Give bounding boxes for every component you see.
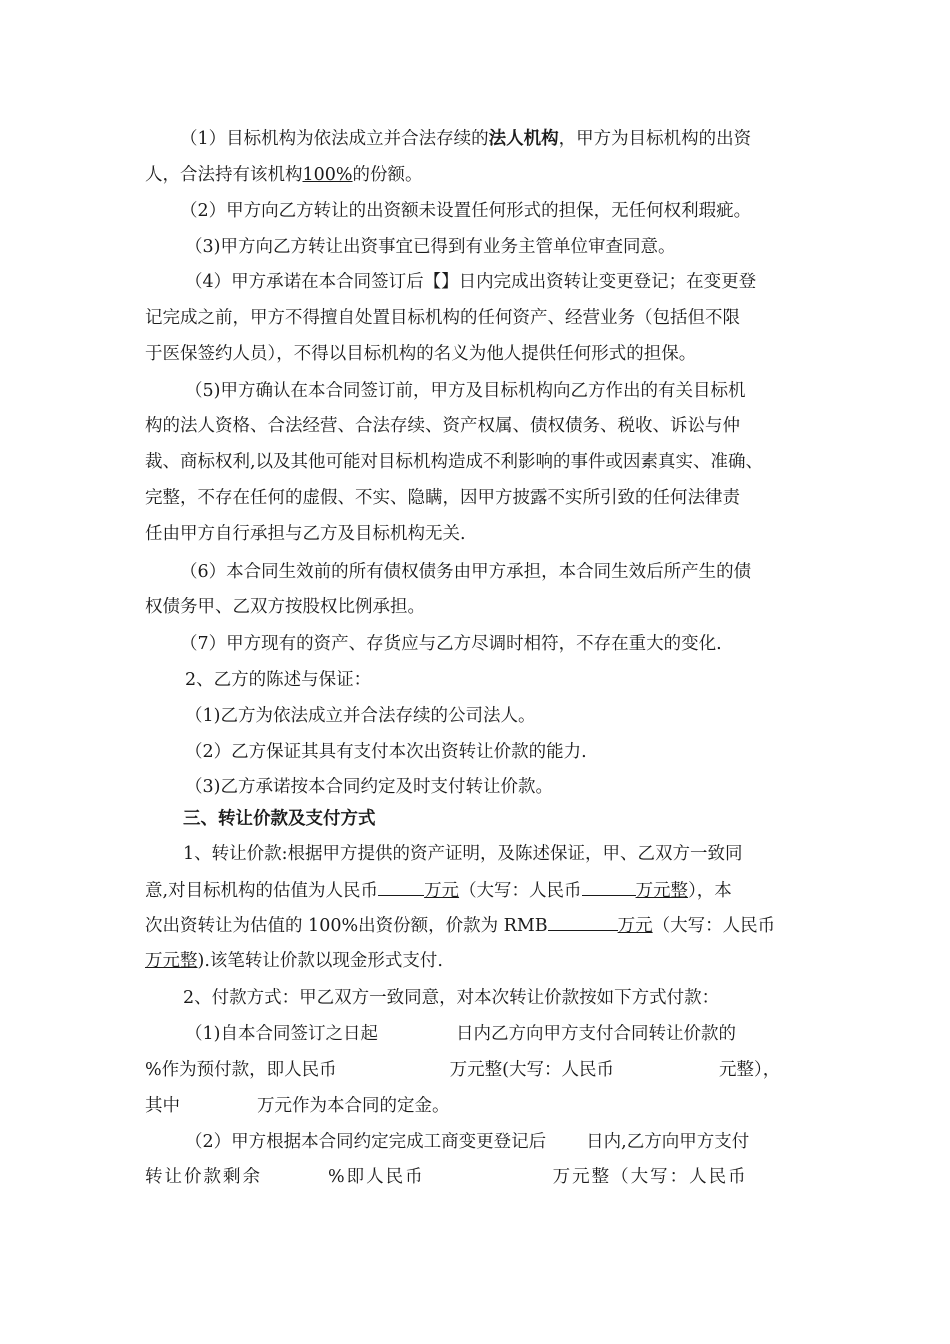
text: ，甲方为目标机构的出资 (558, 129, 752, 149)
section-2-heading: 2、乙方的陈述与保证： (185, 670, 372, 690)
price-line-3 (145, 912, 810, 939)
clause-4-line-1: （4）甲方承诺在本合同签订后【】日内完成出资转让变更登记；在变更登 (185, 272, 757, 292)
text: 万元作为本合同的定金。 (257, 1096, 450, 1116)
clause-4-line-2: 记完成之前，甲方不得擅自处置目标机构的任何资产、经营业务（包括但不限 (145, 308, 740, 328)
clause-5-line-5: 任由甲方自行承担与乙方及目标机构无关. (145, 524, 466, 544)
clause-1-line-2 (145, 162, 810, 188)
text: （大写：人民币 (652, 916, 776, 936)
text: 的份额。 (352, 165, 423, 185)
underlined-text: 万元 (424, 881, 460, 901)
price-line-1: 1、转让价款:根据甲方提供的资产证明，及陈述保证，甲、乙双方一致同 (183, 844, 743, 864)
clause-6-line-1: （6）本合同生效前的所有债权债务由甲方承担，本合同生效后所产生的债 (180, 562, 752, 582)
text: 转让价款剩余 (145, 1167, 262, 1187)
text: （2）甲方根据本合同约定完成工商变更登记后 (185, 1132, 547, 1152)
warranty-item-1: （1)乙方为依法成立并合法存续的公司法人。 (185, 706, 536, 726)
payment-1-line-1 (185, 1021, 810, 1047)
warranty-item-3: （3)乙方承诺按本合同约定及时支付转让价款。 (185, 777, 553, 797)
blank-field (548, 912, 618, 931)
underlined-text: 100% (302, 165, 353, 185)
payment-2-line-2 (145, 1164, 810, 1190)
text: %即人民币 (328, 1167, 425, 1187)
text: 日内,乙方向甲方支付 (586, 1132, 750, 1152)
clause-6-line-2: 权债务甲、乙双方按股权比例承担。 (145, 597, 425, 617)
text: （1）目标机构为依法成立并合法存续的 (180, 129, 489, 149)
text: %作为预付款，即人民币 (145, 1060, 337, 1080)
text: 其中 (145, 1096, 180, 1116)
payment-2-line-1 (185, 1129, 810, 1155)
warranty-item-2: （2）乙方保证其具有支付本次出资转让价款的能力. (185, 742, 587, 762)
clause-5-line-2: 构的法人资格、合法经营、合法存续、资产权属、债权债务、税收、诉讼与仲 (145, 416, 740, 436)
text: （1)自本合同签订之日起 (185, 1024, 378, 1044)
payment-1-line-3 (145, 1093, 810, 1119)
clause-1-line-1 (180, 126, 810, 152)
payment-1-line-2 (145, 1057, 810, 1083)
payment-method-line: 2、付款方式：甲乙双方一致同意，对本次转让价款按如下方式付款： (183, 988, 720, 1008)
text: 意,对目标机构的估值为人民币 (145, 881, 379, 901)
clause-4-line-3: 于医保签约人员），不得以目标机构的名义为他人提供任何形式的担保。 (145, 344, 697, 364)
underlined-text: 万元 (617, 916, 653, 936)
clause-5-line-1: （5)甲方确认在本合同签订前，甲方及目标机构向乙方作出的有关目标机 (185, 381, 746, 401)
blank-field (582, 877, 636, 896)
clause-7: （7）甲方现有的资产、存货应与乙方尽调时相符，不存在重大的变化. (180, 634, 722, 654)
text: 元整）， (718, 1060, 781, 1080)
clause-5-line-4: 完整，不存在任何的虚假、不实、隐瞒，因甲方披露不实所引致的任何法律责 (145, 488, 740, 508)
text: ).该笔转让价款以现金形式支付. (197, 951, 443, 971)
text: 万元整（大写：人民币 (552, 1167, 748, 1187)
underlined-text: 万元整 (635, 881, 689, 901)
text: ），本 (688, 881, 732, 901)
price-line-4 (145, 948, 810, 974)
blank-field (378, 877, 424, 896)
clause-2: （2）甲方向乙方转让的出资额未设置任何形式的担保，无任何权利瑕疵。 (180, 201, 752, 221)
text: 次出资转让为估值的 100%出资份额，价款为 RMB (145, 916, 548, 936)
underlined-text: 万元整 (145, 951, 198, 971)
text: 人，合法持有该机构 (145, 165, 303, 185)
text: （大写：人民币 (459, 881, 582, 901)
price-line-2 (145, 877, 810, 904)
section-3-heading: 三、转让价款及支付方式 (183, 809, 376, 829)
text: 日内乙方向甲方支付合同转让价款的 (455, 1024, 736, 1044)
bold-text: 法人机构 (488, 129, 559, 149)
clause-5-line-3: 裁、商标权利,以及其他可能对目标机构造成不利影响的事件或因素真实、准确、 (145, 452, 764, 472)
clause-3: （3)甲方向乙方转让出资事宜已得到有业务主管单位审查同意。 (185, 237, 676, 257)
text: 万元整(大写：人民币 (449, 1060, 614, 1080)
